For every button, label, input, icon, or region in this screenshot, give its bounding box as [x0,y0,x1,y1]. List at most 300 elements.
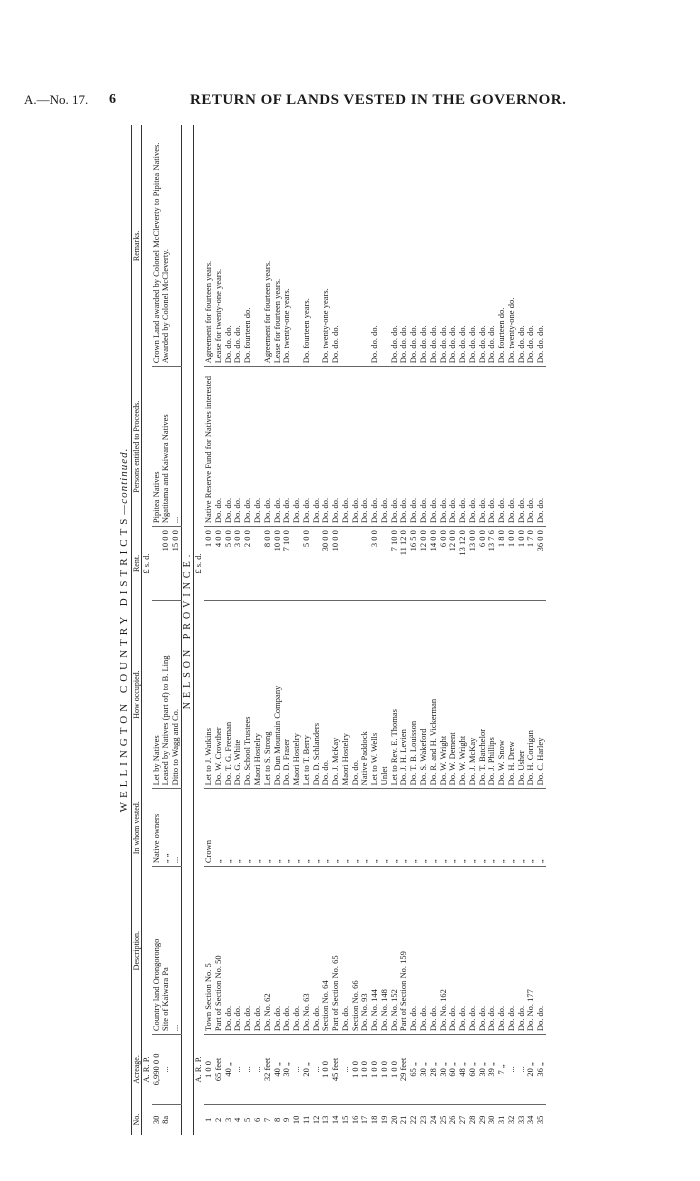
cell-remarks: Do. do. do. [419,125,429,367]
cell-vested: „ [312,789,322,867]
cell-occupied: Do. T. B. Louisson [409,600,419,788]
cell-no: 32 [505,1115,516,1125]
cell-no: 9 [281,1117,292,1123]
cell-description: Do. do. [224,867,234,1035]
cell-rent: 10 0 0 [331,527,341,601]
cell-persons: Do. do. [448,367,458,527]
cell-description: Do. do. [517,867,527,1035]
cell-occupied: Do. do. [351,600,361,788]
cell-persons: Do. do. [390,367,400,527]
table-row [273,125,283,1135]
cell-remarks: Lease for twenty-one years. [214,125,224,367]
cell-acreage: 60 „ [448,1035,458,1105]
rotated-table [118,125,680,1135]
cell-persons: Do. do. [253,367,263,527]
table-row [458,125,468,1135]
table-row [478,125,488,1135]
cell-rent [351,527,361,601]
cell-rent: 12 0 0 [419,527,429,601]
cell-rent: 7 10 0 [390,527,400,601]
cell-remarks [171,125,181,367]
cell-rent: 8 0 0 [263,527,273,601]
cell-remarks: Do. do. do. [409,125,419,367]
cell-no: 29 [476,1115,487,1125]
cell-occupied: Do. G. White [233,600,243,788]
cell-persons: Do. do. [517,367,527,527]
cell-persons: Do. do. [273,367,283,527]
cell-remarks: Do. do. do. [448,125,458,367]
header-vested: In whom vested. [131,789,141,867]
cell-persons: Do. do. [478,367,488,527]
table-row [429,125,439,1135]
cell-acreage: 20 „ [302,1035,312,1105]
banner-row [118,125,131,1135]
cell-remarks: Do. twenty-one do. [507,125,517,367]
cell-remarks: Do. fourteen do. [497,125,507,367]
cell-no: 15 [339,1115,350,1125]
cell-rent: 7 10 0 [282,527,292,601]
page-header [0,92,700,114]
cell-vested: „ [233,789,243,867]
cell-persons: ... [171,367,181,527]
cell-acreage: 30 „ [439,1035,449,1105]
cell-no: 10 [291,1115,302,1125]
cell-acreage: ... [517,1035,527,1105]
cell-description: ... [171,867,181,1035]
table-row [517,125,527,1135]
cell-vested: „ [517,789,527,867]
cell-acreage: 30 „ [478,1035,488,1105]
cell-no: 5 [242,1117,253,1123]
cell-vested: „ [341,789,351,867]
cell-vested: „ [282,789,292,867]
cell-description: Do. do. [292,867,302,1035]
cell-vested: „ [458,789,468,867]
cell-acreage: 48 „ [458,1035,468,1105]
cell-persons: Do. do. [302,367,312,527]
cell-persons: Do. do. [233,367,243,527]
cell-acreage: 40 „ [224,1035,234,1105]
cell-persons: Do. do. [331,367,341,527]
cell-remarks: Do. do. do. [224,125,234,367]
cell-no: 21 [398,1115,409,1125]
cell-rent: 16 5 0 [409,527,419,601]
cell-acreage: 1 0 0 [390,1035,400,1105]
table-row [507,125,517,1135]
document-reference: A.—No. 17. [24,92,89,107]
cell-vested: „ [263,789,273,867]
cell-persons: Native Reserve Fund for Natives interested [204,367,214,527]
cell-remarks [341,125,351,367]
cell-rent: 6 0 0 [478,527,488,601]
cell-remarks: Do. do. do. [370,125,380,367]
cell-description: Town Section No. 5 [204,867,214,1035]
cell-persons: Do. do. [409,367,419,527]
cell-description: Do. do. [419,867,429,1035]
cell-persons: Do. do. [497,367,507,527]
cell-rent: 13 12 0 [458,527,468,601]
cell-remarks: Do. twenty-one years. [282,125,292,367]
cell-occupied: Let to W. Wells [370,600,380,788]
cell-description: Do. do. [253,867,263,1035]
cell-acreage [171,1035,181,1105]
cell-occupied: Do. J. McKay [331,600,341,788]
cell-no [171,1104,181,1135]
cell-occupied: Do. S. Wakeford [419,600,429,788]
cell-description: Do. do. [448,867,458,1035]
cell-description: Do. do. [507,867,517,1035]
cell-vested: „ [468,789,478,867]
cell-no: 31 [496,1115,507,1125]
cell-rent: 5 0 0 [302,527,312,601]
cell-occupied: Maori Hostelry [341,600,351,788]
cell-acreage: 29 feet [399,1035,409,1105]
cell-occupied: Do. Usher [517,600,527,788]
cell-description: Do. No. 62 [263,867,273,1035]
table-row [399,125,409,1135]
table-row [351,125,361,1135]
cell-rent [341,527,351,601]
cell-remarks: Lease for fourteen years. [273,125,283,367]
cell-no: 27 [457,1115,468,1125]
cell-description: Do. No. 93 [360,867,370,1035]
cell-acreage: ... [161,1035,171,1105]
cell-persons: Do. do. [458,367,468,527]
cell-occupied: Do. T. G. Freeman [224,600,234,788]
cell-no: 30 [486,1115,497,1125]
cell-remarks: Do. do. do. [536,125,546,367]
cell-acreage: 60 „ [468,1035,478,1105]
cell-occupied: Let to S. Strong [263,600,273,788]
table-row [331,125,341,1135]
cell-persons: Do. do. [536,367,546,527]
cell-acreage: ... [312,1035,322,1105]
cell-occupied: Do. Dun Mountain Company [273,600,283,788]
cell-no: 19 [378,1115,389,1125]
cell-acreage: 40 „ [273,1035,283,1105]
cell-vested: „ [243,789,253,867]
rotated-table-area [118,125,680,1135]
cell-vested: „ [526,789,536,867]
cell-description: Do. do. [341,867,351,1035]
cell-no: 4 [232,1117,243,1123]
cell-occupied: Do. J. McKay [468,600,478,788]
cell-description: Part of Section No. 65 [331,867,341,1035]
cell-no: 24 [427,1115,438,1125]
cell-acreage: ... [292,1035,302,1105]
cell-persons: Do. do. [487,367,497,527]
section-row [181,125,194,1135]
cell-description: Part of Section No. 159 [399,867,409,1035]
cell-remarks: Do. do. do. [478,125,488,367]
cell-vested: „ [478,789,488,867]
cell-no: 26 [447,1115,458,1125]
cell-vested: „ [429,789,439,867]
table-row [409,125,419,1135]
cell-persons: Do. do. [282,367,292,527]
cell-persons: Do. do. [526,367,536,527]
cell-occupied: Do. T. Batchelor [478,600,488,788]
cell-rent: 15 0 0 [171,527,181,601]
cell-remarks: Awarded by Colonel McCleverty. [161,125,171,367]
cell-acreage: 30 „ [419,1035,429,1105]
cell-no: 22 [408,1115,419,1125]
cell-occupied: Ditto to Wagg and Co. [171,600,181,788]
cell-remarks: Do. fourteen do. [243,125,253,367]
cell-rent: 6 0 0 [439,527,449,601]
cell-persons: Do. do. [507,367,517,527]
cell-vested: „ [224,789,234,867]
cell-remarks: Do. twenty-one years. [321,125,331,367]
cell-vested: Crown [204,789,214,867]
units-rent: £ s. d. [140,553,151,574]
cell-description: Do. do. [487,867,497,1035]
cell-no: 2 [212,1117,223,1123]
cell-no: 13 [320,1115,331,1125]
cell-persons: Do. do. [419,367,429,527]
cell-description: Do. do. [468,867,478,1035]
cell-no: 1 [203,1117,214,1123]
cell-remarks: Do. do. do. [487,125,497,367]
cell-no: 20 [388,1115,399,1125]
cell-description: Site of Kaiwara Pa [161,867,171,1035]
cell-vested: „ [360,789,370,867]
cell-description: Do. do. [478,867,488,1035]
header-row [131,125,141,1135]
cell-vested: Native owners [152,789,162,867]
cell-description: Do. do. [312,867,322,1035]
district-banner-suffix: —continued. [118,447,130,515]
table-row [419,125,429,1135]
cell-description: Part of Section No. 50 [214,867,224,1035]
cell-occupied: Do. W. Crowther [214,600,224,788]
cell-vested: „ [399,789,409,867]
cell-acreage: ... [507,1035,517,1105]
cell-remarks: Do. do. do. [458,125,468,367]
cell-remarks: Do. do. do. [331,125,341,367]
cell-no: 30 [150,1115,161,1125]
cell-vested: „ [439,789,449,867]
cell-rent: 3 0 0 [233,527,243,601]
cell-persons: Ngatitama and Kaiwara Natives [161,367,171,527]
table-row [439,125,449,1135]
cell-no: 35 [535,1115,546,1125]
header-persons: Persons entitled to Proceeds. [131,367,141,527]
cell-occupied: Native Paddock [360,600,370,788]
nelson-units-acreage: A. R. P. [193,1056,204,1083]
table-row [214,125,224,1135]
cell-no: 6 [251,1117,262,1123]
cell-occupied: Do. J. Phillips [487,600,497,788]
lands-table-body [118,125,546,1135]
cell-description: Country land Orongorongo [152,867,162,1035]
cell-rent: 1 8 0 [497,527,507,601]
cell-vested: „ [380,789,390,867]
cell-acreage: 1 0 0 [351,1035,361,1105]
cell-description: Do. do. [429,867,439,1035]
cell-occupied: Do. D. Fraser [282,600,292,788]
cell-description: Do. do. [233,867,243,1035]
cell-rent: 1 0 0 [507,527,517,601]
cell-acreage: ... [233,1035,243,1105]
cell-persons: Do. do. [243,367,253,527]
cell-remarks: Agreement for fourteen years. [204,125,214,367]
cell-description: Do. do. [497,867,507,1035]
nelson-units-rent: £ s. d. [193,553,204,574]
cell-description: Do. No. 152 [390,867,400,1035]
cell-remarks: Crown Land awarded by Colonel McCleverty to Pipitea Natives. [152,125,162,367]
cell-no: 8a [160,1115,171,1124]
cell-rent: 4 0 0 [214,527,224,601]
cell-occupied: Leased by Natives (part of) to B. Ling [161,600,171,788]
cell-remarks: Do. do. do. [517,125,527,367]
cell-remarks: Do. do. do. [390,125,400,367]
cell-remarks: Do. fourteen years. [302,125,312,367]
table-row [497,125,507,1135]
cell-rent: 3 0 0 [370,527,380,601]
cell-acreage: 1 0 0 [370,1035,380,1105]
table-row [224,125,234,1135]
cell-occupied: Do. C. Harley [536,600,546,788]
cell-acreage: 65 feet [214,1035,224,1105]
cell-rent: 12 0 0 [448,527,458,601]
table-row [263,125,273,1135]
cell-occupied: Do. R. and H. Vickerman [429,600,439,788]
table-row [161,125,171,1135]
lands-table [118,125,546,1135]
cell-no: 14 [330,1115,341,1125]
cell-occupied: Do. School Trustees [243,600,253,788]
cell-vested: „ [390,789,400,867]
table-row [243,125,253,1135]
cell-description: Do. No. 148 [380,867,390,1035]
cell-occupied: Let to J. Watkins [204,600,214,788]
cell-vested: ... [171,789,181,867]
cell-description: Do. No. 177 [526,867,536,1035]
table-row [171,125,181,1135]
cell-remarks: Do. do. do. [429,125,439,367]
cell-remarks: Do. do. do. [399,125,409,367]
cell-vested: „ [487,789,497,867]
header-occupied: How occupied. [131,600,141,788]
table-row [302,125,312,1135]
cell-rent: 10 0 0 [273,527,283,601]
cell-no: 11 [300,1115,311,1124]
cell-rent: 1 0 0 [204,527,214,601]
table-row [380,125,390,1135]
cell-no: 8 [271,1117,282,1123]
page-number: 6 [109,92,116,107]
cell-persons: Pipitea Natives [152,367,162,527]
cell-rent: 30 0 0 [321,527,331,601]
cell-acreage: 20 „ [526,1035,536,1105]
cell-description: Do. do. [458,867,468,1035]
cell-occupied: Do. J. H. Levien [399,600,409,788]
cell-acreage: 1 0 0 [360,1035,370,1105]
cell-remarks: Agreement for fourteen years. [263,125,273,367]
cell-acreage: 39 „ [487,1035,497,1105]
cell-occupied: Do. W. Snow [497,600,507,788]
cell-rent: 1 0 0 [517,527,527,601]
cell-description: Do. do. [282,867,292,1035]
cell-persons: Do. do. [292,367,302,527]
page-title: RETURN OF LANDS VESTED IN THE GOVERNOR. [190,92,567,108]
cell-rent: 1 7 0 [526,527,536,601]
cell-acreage: 65 „ [409,1035,419,1105]
cell-acreage: 30 „ [282,1035,292,1105]
cell-vested: „ [448,789,458,867]
cell-acreage: 32 feet [263,1035,273,1105]
cell-remarks: Do. do. do. [468,125,478,367]
cell-occupied: Do. do. [321,600,331,788]
cell-acreage: ... [341,1035,351,1105]
header-no: No. [131,1104,141,1135]
cell-vested: „ [409,789,419,867]
table-row [526,125,536,1135]
cell-persons: Do. do. [399,367,409,527]
header-remarks: Remarks. [131,125,141,367]
cell-vested: „ [302,789,312,867]
cell-no: 25 [437,1115,448,1125]
cell-vested: „ [351,789,361,867]
cell-acreage: 7 „ [497,1035,507,1105]
table-row [360,125,370,1135]
header-acreage: Acreage. [131,1035,141,1105]
cell-vested: „ [214,789,224,867]
table-row [233,125,243,1135]
cell-vested: „ [419,789,429,867]
cell-persons: Do. do. [439,367,449,527]
cell-no: 18 [369,1115,380,1125]
cell-occupied: Maori Hostelry [292,600,302,788]
cell-remarks: Do. do. do. [439,125,449,367]
cell-vested: „ [536,789,546,867]
cell-remarks [351,125,361,367]
cell-rent: 13 0 0 [468,527,478,601]
cell-no: 34 [525,1115,536,1125]
cell-persons: Do. do. [312,367,322,527]
cell-occupied: Do. W. Wright [458,600,468,788]
cell-description: Do. do. [536,867,546,1035]
cell-no: 16 [349,1115,360,1125]
cell-no: 17 [359,1115,370,1125]
cell-vested: „ „ [161,789,171,867]
cell-acreage: 6,990 0 0 [152,1035,162,1105]
cell-rent: 5 0 0 [224,527,234,601]
cell-occupied: Let by Natives [152,600,162,788]
cell-persons: Do. do. [224,367,234,527]
cell-occupied: Do. W. Wright [439,600,449,788]
cell-description: Do. do. [273,867,283,1035]
cell-rent: 2 0 0 [243,527,253,601]
cell-acreage: 45 feet [331,1035,341,1105]
cell-description: Section No. 66 [351,867,361,1035]
cell-persons: Do. do. [263,367,273,527]
header-rent: Rent. [131,527,141,601]
nelson-province-heading: NELSON PROVINCE. [181,125,194,1135]
cell-acreage: 1 0 0 [204,1035,214,1105]
cell-no: 12 [310,1115,321,1125]
cell-rent: 11 12 0 [399,527,409,601]
cell-no: 3 [222,1117,233,1123]
cell-vested: „ [497,789,507,867]
cell-remarks: Do. do. do. [526,125,536,367]
cell-description: Do. No. 162 [439,867,449,1035]
cell-persons: Do. do. [370,367,380,527]
cell-vested: „ [321,789,331,867]
cell-occupied: Do. H. Drew [507,600,517,788]
units-acreage: A. R. P. [140,1056,151,1083]
